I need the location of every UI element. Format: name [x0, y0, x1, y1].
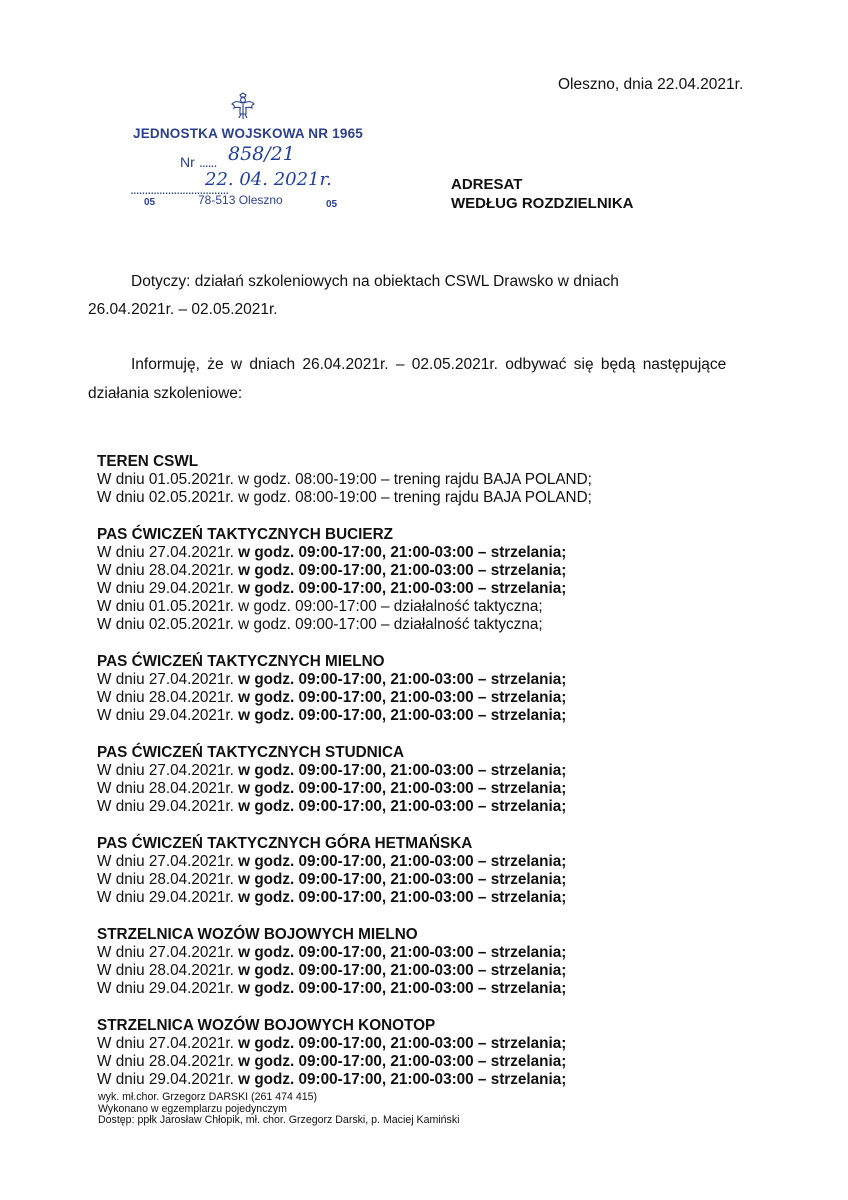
entry-details: w godz. 09:00-17:00, 21:00-03:00 – strzelania;	[238, 853, 567, 870]
entry-details: w godz. 09:00-17:00, 21:00-03:00 – strzelania;	[238, 707, 567, 724]
schedule-entry	[97, 798, 757, 816]
entry-date: W dniu 28.04.2021r.	[97, 1053, 239, 1070]
schedule-entry	[97, 853, 757, 871]
entry-details: w godz. 09:00-17:00, 21:00-03:00 – strzelania;	[238, 1071, 567, 1088]
entry-date: W dniu 27.04.2021r.	[97, 853, 239, 870]
entry-date: W dniu 27.04.2021r.	[97, 671, 239, 688]
entry-details: w godz. 09:00-17:00, 21:00-03:00 – strzelania;	[238, 671, 567, 688]
subject-line-2: 26.04.2021r. – 02.05.2021r.	[88, 301, 278, 318]
schedule-entry	[97, 871, 757, 889]
entry-details: w godz. 09:00-17:00, 21:00-03:00 – strzelania;	[238, 944, 567, 961]
section-title: PAS ĆWICZEŃ TAKTYCZNYCH BUCIERZ	[97, 526, 394, 543]
schedule-entry	[97, 616, 757, 634]
schedule-entry	[97, 544, 757, 562]
schedule-entry	[97, 889, 757, 907]
subject-line-1: Dotyczy: działań szkoleniowych na obiektach CSWL Drawsko w dniach	[131, 273, 619, 290]
entry-date: W dniu 01.05.2021r.	[97, 598, 239, 615]
entry-date: W dniu 29.04.2021r.	[97, 580, 239, 597]
section-title: TEREN CSWL	[97, 453, 199, 470]
schedule-entry	[97, 707, 757, 725]
entry-details: w godz. 09:00-17:00, 21:00-03:00 – strzelania;	[238, 871, 567, 888]
entry-details: w godz. 09:00-17:00, 21:00-03:00 – strzelania;	[238, 798, 567, 815]
entry-details: w godz. 09:00-17:00, 21:00-03:00 – strzelania;	[238, 544, 567, 561]
schedule-entry	[97, 780, 757, 798]
eagle-emblem-icon	[230, 92, 256, 120]
schedule-section	[97, 744, 757, 816]
entry-date: W dniu 27.04.2021r.	[97, 944, 239, 961]
schedule-section	[97, 926, 757, 998]
entry-details: w godz. 09:00-17:00, 21:00-03:00 – strzelania;	[238, 962, 567, 979]
info-line-2: działania szkoleniowe:	[88, 385, 243, 402]
schedule-entry	[97, 562, 757, 580]
schedule-entry	[97, 1053, 757, 1071]
entry-date: W dniu 29.04.2021r.	[97, 798, 239, 815]
entry-date: W dniu 27.04.2021r.	[97, 1035, 239, 1052]
schedule-entry	[97, 671, 757, 689]
schedule-entry	[97, 689, 757, 707]
entry-date: W dniu 02.05.2021r.	[97, 616, 239, 633]
entry-date: W dniu 28.04.2021r.	[97, 871, 239, 888]
schedule-section	[97, 453, 757, 507]
entry-details: w godz. 09:00-17:00, 21:00-03:00 – strzelania;	[238, 980, 567, 997]
info-line-1: Informuję, że w dniach 26.04.2021r. – 02.05.2021r. odbywać się będą następujące	[131, 356, 727, 373]
schedule-entry	[97, 980, 757, 998]
addressee-line-2: WEDŁUG ROZDZIELNIKA	[451, 195, 634, 212]
stamp-postal-address: 78-513 Oleszno	[198, 193, 283, 207]
handwritten-reference-number: 858/21	[228, 143, 295, 165]
copies-note: Wykonano w egzemplarzu pojedynczym	[98, 1102, 287, 1115]
section-title: PAS ĆWICZEŃ TAKTYCZNYCH MIELNO	[97, 653, 385, 670]
entry-details: w godz. 09:00-17:00, 21:00-03:00 – strzelania;	[238, 889, 567, 906]
entry-date: W dniu 27.04.2021r.	[97, 762, 239, 779]
entry-details: w godz. 09:00-17:00 – działalność taktyczna;	[238, 616, 543, 633]
entry-date: W dniu 01.05.2021r.	[97, 471, 239, 488]
entry-date: W dniu 28.04.2021r.	[97, 689, 239, 706]
entry-date: W dniu 27.04.2021r.	[97, 544, 239, 561]
schedule-entry	[97, 598, 757, 616]
access-list: Dostęp: ppłk Jarosław Chłopik, mł. chor. Grzegorz Darski, p. Maciej Kamiński	[98, 1114, 460, 1126]
schedule-section	[97, 835, 757, 907]
stamp-code-right: 05	[326, 199, 338, 210]
schedule-entry	[97, 580, 757, 598]
entry-details: w godz. 09:00-17:00, 21:00-03:00 – strzelania;	[238, 780, 567, 797]
entry-details: w godz. 09:00-17:00 – działalność taktyczna;	[238, 598, 543, 615]
entry-date: W dniu 29.04.2021r.	[97, 1071, 239, 1088]
entry-date: W dniu 29.04.2021r.	[97, 980, 239, 997]
document-footer	[98, 1092, 460, 1127]
entry-details: w godz. 09:00-17:00, 21:00-03:00 – strzelania;	[238, 580, 567, 597]
entry-date: W dniu 28.04.2021r.	[97, 780, 239, 797]
entry-date: W dniu 29.04.2021r.	[97, 889, 239, 906]
schedule-section	[97, 1017, 757, 1089]
entry-details: w godz. 09:00-17:00, 21:00-03:00 – strzelania;	[238, 1035, 567, 1052]
stamp-nr-dots: ......	[199, 154, 217, 170]
entry-details: w godz. 09:00-17:00, 21:00-03:00 – strzelania;	[238, 1053, 567, 1070]
entry-date: W dniu 29.04.2021r.	[97, 707, 239, 724]
prepared-by: wyk. mł.chor. Grzegorz DARSKI (261 474 415)	[98, 1091, 318, 1103]
training-schedule	[97, 453, 757, 1108]
addressee-line-1: ADRESAT	[451, 176, 523, 193]
section-title: STRZELNICA WOZÓW BOJOWYCH MIELNO	[97, 926, 418, 943]
handwritten-date: 22. 04. 2021r.	[205, 169, 332, 190]
stamp-dots: ..................................	[130, 181, 229, 197]
entry-details: w godz. 09:00-17:00, 21:00-03:00 – strzelania;	[238, 689, 567, 706]
entry-date: W dniu 28.04.2021r.	[97, 962, 239, 979]
section-title: PAS ĆWICZEŃ TAKTYCZNYCH GÓRA HETMAŃSKA	[97, 835, 473, 852]
schedule-entry	[97, 1071, 757, 1089]
schedule-entry	[97, 762, 757, 780]
entry-date: W dniu 28.04.2021r.	[97, 562, 239, 579]
schedule-section	[97, 653, 757, 725]
entry-date: W dniu 02.05.2021r.	[97, 489, 239, 506]
schedule-entry	[97, 962, 757, 980]
schedule-entry	[97, 1035, 757, 1053]
entry-details: w godz. 09:00-17:00, 21:00-03:00 – strzelania;	[238, 762, 567, 779]
schedule-entry	[97, 471, 757, 489]
section-title: PAS ĆWICZEŃ TAKTYCZNYCH STUDNICA	[97, 744, 405, 761]
stamp-nr-label: Nr	[180, 154, 195, 170]
entry-details: w godz. 09:00-17:00, 21:00-03:00 – strzelania;	[238, 562, 567, 579]
place-date: Oleszno, dnia 22.04.2021r.	[558, 76, 744, 93]
schedule-entry	[97, 944, 757, 962]
schedule-entry	[97, 489, 757, 507]
stamp-code-left: 05	[144, 197, 156, 208]
entry-details: w godz. 08:00-19:00 – trening rajdu BAJA POLAND;	[238, 471, 592, 488]
stamp-unit-name: JEDNOSTKA WOJSKOWA NR 1965	[133, 126, 363, 141]
schedule-section	[97, 526, 757, 634]
section-title: STRZELNICA WOZÓW BOJOWYCH KONOTOP	[97, 1017, 436, 1034]
entry-details: w godz. 08:00-19:00 – trening rajdu BAJA POLAND;	[238, 489, 592, 506]
